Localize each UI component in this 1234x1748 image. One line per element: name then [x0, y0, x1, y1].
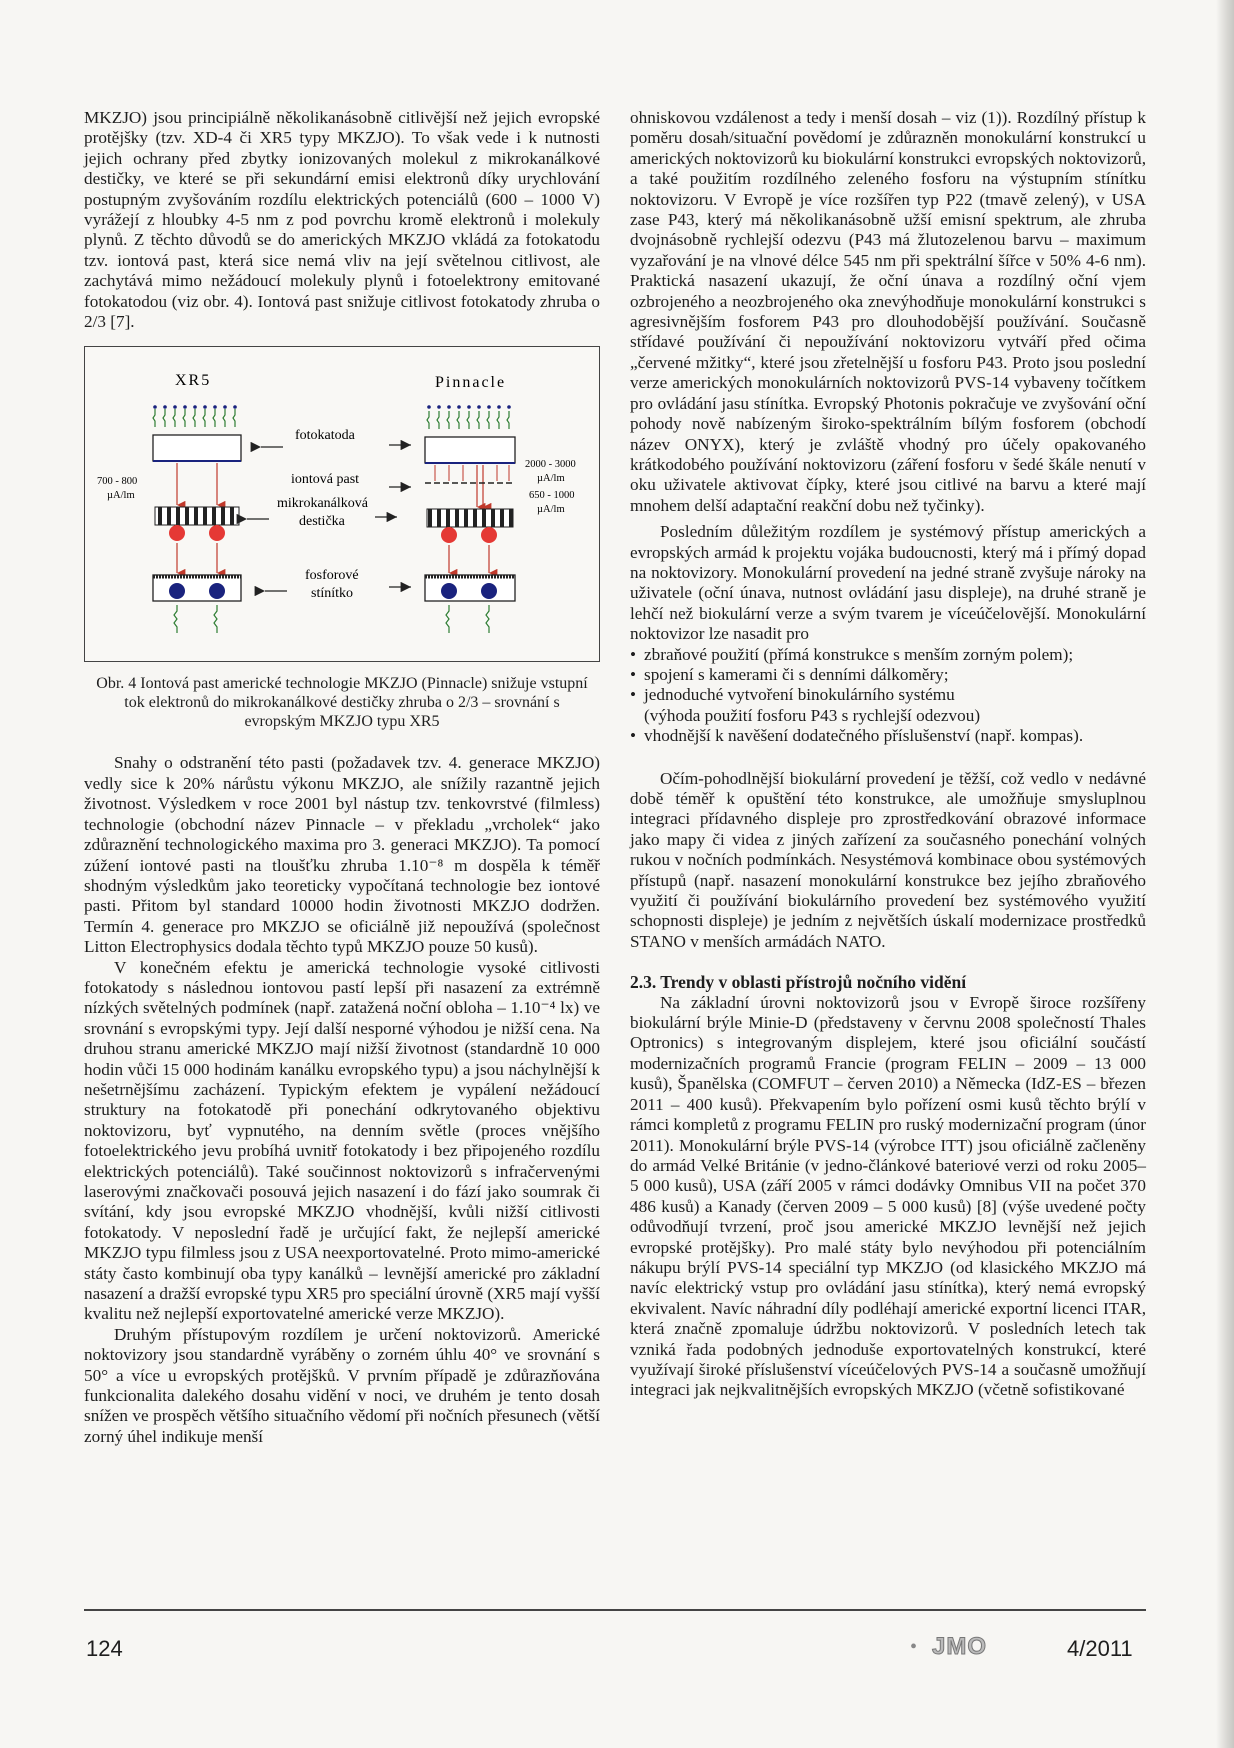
bullet-list: [630, 645, 1146, 747]
diagram-title-pinnacle: Pinnacle: [435, 374, 507, 392]
mcp-left: [155, 507, 239, 525]
photon-dots-left: [153, 406, 237, 410]
paragraph: V konečném efektu je americká technologie vysoké citlivosti fotokatody s následnou iontovou pastí lepší při nasazení za extrémně nízkých světelných podmínek (např. zatažená noční obloha – 1.10⁻⁴ lx) ve srovnání s evropskými typy. Její další nesporné výhodou je nižší cena. Na druhou stranu americké MKZJO mají nižší životnost (standardně 10 000 hodin vůči 15 000 hodinám kanálku evropského typu) a jsou náchylnější k nešetrnějšímu zacházení. Typickým efektem je vypálení nežádoucí struktury na fotokatodě při ponechání odkrytovaného objektivu noktovizoru, byť vypnutého, na denním světle (proces vnějšího fotoelektrického jevu probíhá uvnitř fotokatody i bez připojeného rozdílu elektrických potenciálů). Také součinnost noktovizorů s infračervenými laserovými značkovači posouvá jejich nasazení i do fází jako soumrak či svítání, kdy jsou evropské MKZJO vhodnější, kvůli nižší citlivosti fotokatody. V neposlední řadě je určující fakt, že nejlepší americké MKZJO typu filmless jsou z USA neexportovatelné. Proto mimo-americké státy často kombinují oba typy kanálků – levnější americké pro základní nasazení a dražší evropské typu XR5 pro speciální úrovně (XR5 mají vyšší kvalitu než nejlepší exportovatelné americké verze MKZJO).: [84, 957, 600, 1324]
sensitivity-left-unit: µA/lm: [107, 490, 135, 502]
phosphor-screen-left: [153, 575, 241, 601]
sensitivity-right-unit-1: µA/lm: [537, 473, 565, 485]
list-item: • spojení s kamerami či s denními dálkoměry;: [630, 665, 1146, 685]
mcp-right: [427, 509, 513, 527]
paragraph: MKZJO) jsou principiálně několikanásobně citlivější než jejich evropské protějšky (tzv. XD-4 či XR5 typy MKZJO). To však vede i k nutnosti jejich ochrany před zbytky ionizovaných molekul z mikrokanálkové destičky, ve které se při sekundární emisi elektronů díky urychlování postupným zvyšováním rozdílu elektrických potenciálů (600 – 1000 V) vyrážejí z hloubky 4-5 nm z pod povrchu kromě elektronů i molekuly plynů. Z těchto důvodů se do amerických MKZJO vkládá za fotokatodu tzv. iontová past, která sice nemá vliv na její světelnou citlivost, ale zachytává mimo nežádoucí molekuly plynů i fotoelektrony emitované fotokatodou (viz obr. 4). Iontová past snižuje citlivost fotokatody zhruba o 2/3 [7].: [84, 108, 600, 332]
label-phosphor-1: fosforové: [305, 568, 359, 584]
label-ion-trap: iontová past: [291, 472, 360, 488]
paragraph: Druhým přístupovým rozdílem je určení noktovizorů. Americké noktovizory jsou standardně vyráběny o zorném úhlu 40° ve srovnání s 50° a více u evropských protějšků. V prvním případě je zdůrazňována funkcionalita dalekého dosahu vidění v noci, ve druhém je tento dosah snížen ve prospěch většího situačního vědomí při nočních přesunech (větší zorný úhel indikuje menší: [84, 1324, 600, 1446]
label-mcp-2: destička: [299, 514, 345, 530]
sensitivity-right-value-2: 650 - 1000: [529, 490, 575, 502]
paragraph: Na základní úrovni noktovizorů jsou v Evropě široce rozšířeny biokulární brýle Minie-D (představeny v červnu 2008 společností Thales Optronics) s integrovaným displejem, které jsou oficiální součástí modernizačních programů Francie (program FELIN – 2009 – 13 000 kusů), Španělska (COMFUT – červen 2010) a Německa (IdZ-ES – březen 2011 – 400 kusů). Překvapením bylo pořízení osmi kusů těchto brýlí v rámci kompletů z programu FELIN pro ruský modernizační program (únor 2011). Monokulární brýle PVS-14 (výrobce ITT) jsou oficiálně začleněny do armád Velké Británie (v jedno-článkové bateriové verzi od roku 2005– 5 000 kusů), USA (září 2005 v rámci dodávky Omnibus VII na počet 370 486 kusů) a Kanady (červen 2009 – 5 000 kusů) [8] (výše uvedené počty odůvodňují tvrzení, proč jsou americké MKZJO levnější než jejich evropské protějšky). Pro malé státy bylo nevýhodou při potenciálním nákupu brýlí PVS-14 speciální typ MKZJO (od klasického MKZJO má navíc elektrický vstup pro ovládání jasu stínítka), který nemá evropský ekvivalent. Navíc náhradní díly podléhají americké exportní licenci ITAR, která značně zpomaluje údržbu noktovizorů. V posledních letech tak vzniká řada podobných jednoduše exportovatelných konstrukcí, které využívají široké příslušenství víceúčelových PVS-14 a současně umožňují integraci jak nejkvalitnějších evropských MKZJO (včetně sofistikované: [630, 992, 1146, 1400]
photocathode-left: [153, 435, 241, 461]
list-item: • zbraňové použití (přímá konstrukce s menším zorným polem);: [630, 645, 1146, 665]
journal-logo: JMO: [932, 1633, 988, 1660]
figure-ion-trap: [84, 346, 600, 662]
right-column: [630, 108, 1146, 1401]
section-heading: 2.3. Trendy v oblasti přístrojů nočního vidění: [630, 972, 967, 993]
photons-right: [427, 411, 509, 429]
sensitivity-left-value: 700 - 800: [97, 476, 138, 488]
ion-trap-diagram: [85, 347, 599, 661]
paragraph: Snahy o odstranění této pasti (požadavek tzv. 4. generace MKZJO) vedly sice k 20% nárůstu výkonu MKZJO, ale snížily razantně jejich životnost. Výsledkem v roce 2001 byl nástup tzv. tenkovrstvé (filmless) technologie (obchodní název Pinnacle – v překladu „vrcholek“ jako zdůraznění technologického maxima pro 3. generaci MKZJO). Ta pomocí zúžení iontové pasti na tloušťku zhruba 1.10⁻⁸ m dospěla k téměř shodným výsledkům jako teoreticky vypočítaná technologie bez iontové pasti. Přitom byl standard 10000 hodin životnosti MKZJO dodržen. Termín 4. generace pro MKZJO se oficiálně již nepoužívá (společnost Litton Electrophysics dodala těchto typů MKZJO pouze 50 kusů).: [84, 753, 600, 957]
photocathode-right: [425, 437, 515, 463]
page-edge-shadow: [1216, 0, 1234, 1748]
label-mcp-1: mikrokanálková: [277, 496, 368, 512]
page-number: 124: [86, 1636, 123, 1661]
phosphor-screen-right: [425, 575, 515, 601]
paragraph: Posledním důležitým rozdílem je systémový přístup amerických a evropských armád k projektu vojáka budoucnosti, který má i přímý dopad na noktovizory. Monokulární provedení na jedné straně zvyšuje nároky na uživatele (oční únava, nutnost ovládání jasu displeje), na druhé straně je lehčí než biokulární verze a svým tvarem je víceúčelovější. Monokulární noktovizor lze nasadit pro: [630, 522, 1146, 644]
photons-left: [153, 409, 235, 427]
photon-dots-right: [427, 406, 511, 410]
figure-caption: Obr. 4 Iontová past americké technologie MKZJO (Pinnacle) snižuje vstupní tok elektronů do mikrokanálkové destičky zhruba o 2/3 – srovnání s evropským MKZJO typu XR5: [96, 675, 588, 731]
list-item: [630, 685, 1146, 726]
label-photocathode: fotokatoda: [295, 428, 355, 444]
left-column: [84, 108, 600, 1447]
sensitivity-right-value-1: 2000 - 3000: [525, 459, 576, 471]
list-item: • vhodnější k navěšení dodatečného příslušenství (např. kompas).: [630, 726, 1146, 746]
footer-dot: •: [910, 1636, 918, 1658]
label-phosphor-2: stínítko: [311, 586, 354, 602]
issue-number: 4/2011: [1067, 1636, 1133, 1661]
footer-rule: [84, 1609, 1146, 1611]
sensitivity-right-unit-2: µA/lm: [537, 504, 565, 516]
paragraph: Očím-pohodlnější biokulární provedení je těžší, což vedlo v nedávné době téměř k opuštění této konstrukce, ale umožňuje smysluplnou integraci přídavného displeje pro zprostředkování obrazové informace jako mapy či videa z jiných zařízení za současného ponechání volných rukou v nočních podmínkách. Nesystémová kombinace obou systémových přístupů (např. nasazení monokulární konstrukce bez jejího zbraňového využití či používání biokulárního provedení bez systémového využití schopnosti displeje) je jedním z největších úskalí modernizace prostředků STANO v menších armádách NATO.: [630, 768, 1146, 951]
list-item-subtext: (výhoda použití fosforu P43 s rychlejší odezvou): [644, 705, 981, 725]
list-item-text: jednoduché vytvoření binokulárního systému: [644, 685, 955, 705]
paragraph: ohniskovou vzdálenost a tedy i menší dosah – viz (1)). Rozdílný přístup k poměru dosah/situační povědomí je zdůrazněn monokulární konstrukcí u amerických noktovizorů ku biokulární konstrukci evropských noktovizorů, a také použitím rozdílného zeleného fosforu na výstupním stínítku noktovizoru. V Evropě je více rozšířen typ P22 (tmavě zelený), v USA zase P43, který má několikanásobně užší emisní spektrum, ale zhruba dvojnásobně rychlejší odezvu (P43 má žlutozelenou barvu – maximum vyzařování je na vlnové délce 545 nm při spektrální šířce v 50% 4-6 nm). Praktická nasazení ukazují, že oční únava a rozdílný oční vjem ozbrojeného a neozbrojeného oka znevýhodňuje monokulární konstrukci s agresivnějším fosforem P43 pro dlouhodobější používání. Současně střídavé používání či nepoužívání noktovizoru vytváří před očima „červené mžitky“, které jsou zřetelnější u fosforu P43. Proto jsou poslední verze amerických monokulárních noktovizorů PVS-14 vybaveny točítkem pro ovládání jasu stínítka. Evropský Photonis pokračuje ve zvyšování oční pohody nově nabízeným široko-spektrálním bílým fosforem (obchodí název ONYX), který je zvláště vhodný pro účely opakovaného krátkodobého používání noktovizoru (záření fosforu v šedé škále nenutí v oku uživatele aktivovat čípky, které jsou citlivé na barvu a které mají mnohem delší adaptační reakční dobu než tyčinky).: [630, 108, 1146, 515]
diagram-title-xr5: XR5: [175, 372, 212, 390]
